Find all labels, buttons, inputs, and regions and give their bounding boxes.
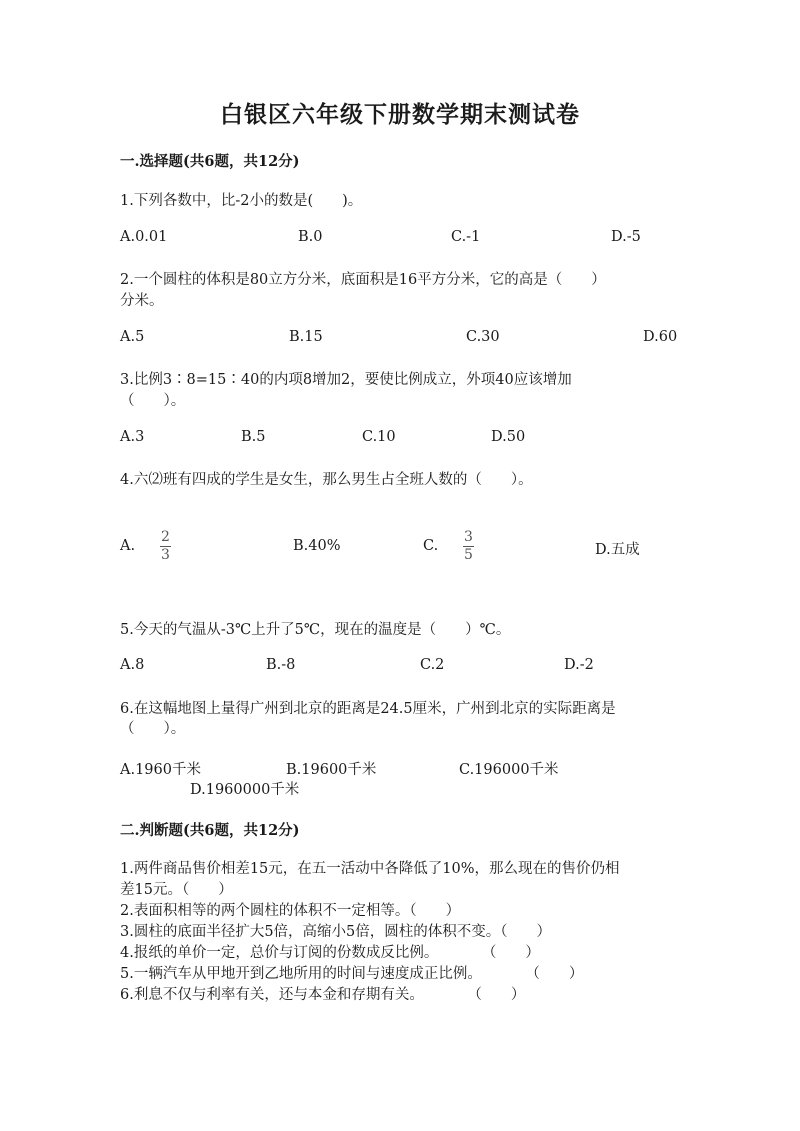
question-3-stem-line1: 3.比例3∶8=15∶40的内项8增加2，要使比例成立，外项40应该增加 xyxy=(120,372,572,388)
question-6-stem-line2: （ ）。 xyxy=(120,721,186,737)
q3-option-d: D.50 xyxy=(491,429,526,445)
q5-option-a: A.8 xyxy=(120,657,145,673)
judgement-item-3: 3.圆柱的底面半径扩大5倍，高缩小5倍，圆柱的体积不变。（ ） xyxy=(120,924,552,940)
q4-option-c-label: C. xyxy=(423,538,439,554)
q4-option-a-label: A. xyxy=(120,538,136,554)
q2-option-d: D.60 xyxy=(643,329,678,345)
page-title: 白银区六年级下册数学期末测试卷 xyxy=(220,101,580,128)
q4-option-c-fraction xyxy=(463,530,474,563)
fraction-denominator: 5 xyxy=(464,547,473,563)
q3-option-a: A.3 xyxy=(120,429,145,445)
judgement-item-2: 2.表面积相等的两个圆柱的体积不一定相等。（ ） xyxy=(120,903,461,919)
q2-option-c: C.30 xyxy=(466,329,500,345)
q4-option-b: B.40% xyxy=(293,538,341,554)
q3-option-b: B.5 xyxy=(241,429,266,445)
q6-option-a: A.1960千米 xyxy=(120,762,201,778)
q6-option-d: D.1960000千米 xyxy=(190,782,300,798)
q2-option-b: B.15 xyxy=(289,329,323,345)
judgement-item-1-line2: 差15元。（ ） xyxy=(120,882,233,898)
q1-option-b: B.0 xyxy=(298,229,323,245)
q5-option-b: B.-8 xyxy=(266,657,296,673)
fraction-numerator: 3 xyxy=(464,529,473,545)
judgement-item-5: 5.一辆汽车从甲地开到乙地所用的时间与速度成正比例。 （ ） xyxy=(120,966,584,982)
fraction-denominator: 3 xyxy=(161,547,170,563)
section-heading-choice: 一.选择题(共6题，共12分) xyxy=(120,153,300,170)
question-4-stem: 4.六⑵班有四成的学生是女生，那么男生占全班人数的（ ）。 xyxy=(120,472,533,488)
fraction-numerator: 2 xyxy=(161,529,170,545)
q5-option-c: C.2 xyxy=(420,657,445,673)
judgement-item-6: 6.利息不仅与利率有关，还与本金和存期有关。 （ ） xyxy=(120,987,526,1003)
q4-option-a-fraction xyxy=(160,530,171,563)
question-1-stem: 1.下列各数中，比-2小的数是( )。 xyxy=(120,193,363,209)
q1-option-d: D.-5 xyxy=(611,229,641,245)
q5-option-d: D.-2 xyxy=(564,657,594,673)
q4-option-d: D.五成 xyxy=(595,542,640,558)
q2-option-a: A.5 xyxy=(120,329,145,345)
q6-option-c: C.196000千米 xyxy=(459,762,559,778)
judgement-item-1-line1: 1.两件商品售价相差15元，在五一活动中各降低了10%，那么现在的售价仍相 xyxy=(120,861,620,877)
question-5-stem: 5.今天的气温从-3℃上升了5℃，现在的温度是（ ）℃。 xyxy=(120,622,511,638)
q1-option-a: A.0.01 xyxy=(120,229,168,245)
judgement-item-4: 4.报纸的单价一定，总价与订阅的份数成反比例。 （ ） xyxy=(120,945,540,961)
q3-option-c: C.10 xyxy=(362,429,396,445)
q6-option-b: B.19600千米 xyxy=(286,762,377,778)
question-2-stem-line2: 分米。 xyxy=(120,293,164,309)
question-2-stem-line1: 2.一个圆柱的体积是80立方分米，底面积是16平方分米，它的高是（ ） xyxy=(120,272,606,288)
section-heading-judgement: 二.判断题(共6题，共12分) xyxy=(120,822,300,839)
question-6-stem-line1: 6.在这幅地图上量得广州到北京的距离是24.5厘米，广州到北京的实际距离是 xyxy=(120,701,616,717)
q1-option-c: C.-1 xyxy=(451,229,481,245)
question-3-stem-line2: （ ）。 xyxy=(120,393,186,409)
